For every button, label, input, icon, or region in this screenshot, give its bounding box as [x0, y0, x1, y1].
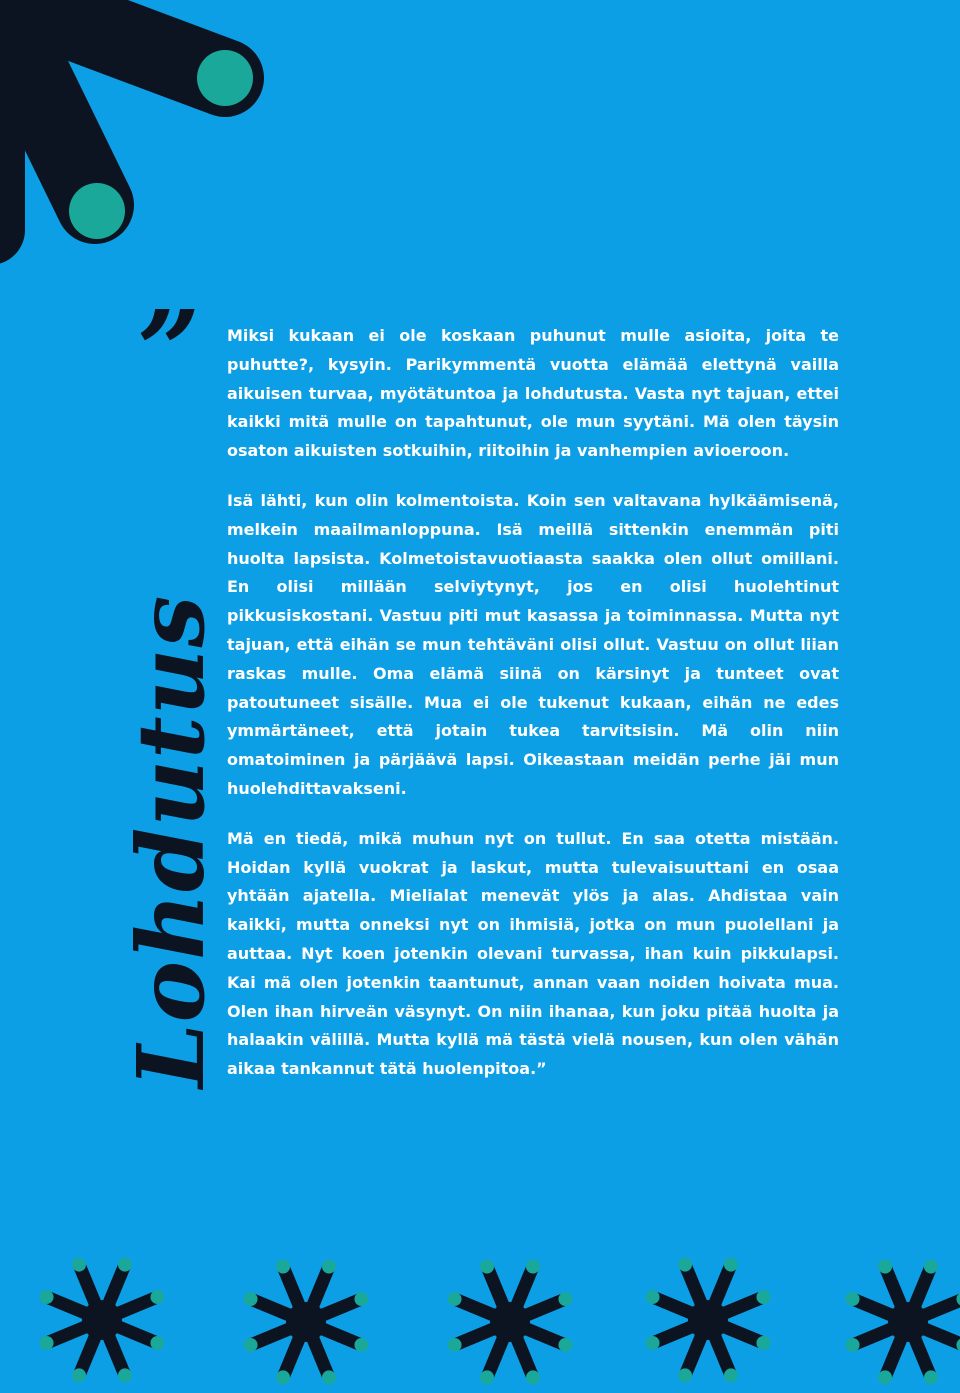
bottom-flowers: [40, 1258, 960, 1385]
paragraph-1: Miksi kukaan ei ole koskaan puhunut mulle asioita, joita te puhutte?, kysyin. Parikymmentä vuotta elämää elettynä vailla aikuisen turvaa, myötätuntoa ja lohdutusta. Vasta nyt tajuan, ettei kaikki mitä mulle on tapahtunut, ole mun syytäni. Mä olen täysin osaton aikuisten sotkuihin, riitoihin ja vanhempien avioeroon.: [227, 326, 839, 461]
story-text: [227, 322, 839, 1105]
large-flower-icon: [0, 0, 253, 239]
paragraph-3: Mä en tiedä, mikä muhun nyt on tullut. En saa otetta mistään. Hoidan kyllä vuokrat ja laskut, mutta tulevaisuuttani en osaa yhtään ajatella. Mielialat menevät ylös ja alas. Ahdistaa vain kaikki, mutta onneksi nyt on ihmisiä, jotka on mun puolellani ja auttaa. Nyt koen jotenkin olevani turvassa, ihan kuin pikkulapsi. Kai mä olen jotenkin taantunut, annan vaan noiden hoivata mua. Olen ihan hirveän väsynyt. On niin ihanaa, kun joku pitää huolta ja halaakin välillä. Mutta kyllä mä tästä vielä nousen, kun olen vähän aikaa tankannut tätä huolenpitoa.”: [227, 828, 839, 1079]
opening-quote-mark: ”: [137, 286, 201, 415]
flower-burst-icon: [40, 1258, 165, 1383]
flower-burst-icon: [846, 1260, 960, 1385]
page-title: Lohdutus: [117, 594, 225, 1088]
flower-burst-icon: [244, 1260, 369, 1385]
flower-burst-icon: [646, 1258, 771, 1383]
flower-burst-icon: [448, 1260, 573, 1385]
paragraph-2: Isä lähti, kun olin kolmentoista. Koin sen valtavana hylkäämisenä, melkein maailmanloppuna. Isä meillä sittenkin enemmän piti huolta lapsista. Kolmetoistavuotiaasta saakka olen ollut omillani. En olisi millään selviytynyt, jos en olisi huolehtinut pikkusiskostani. Vastuu piti mut kasassa ja toiminnassa. Mutta nyt tajuan, että eihän se mun tehtäväni olisi ollut. Vastuu on ollut liian raskas mulle. Oma elämä siinä on kärsinyt ja tunteet ovat patoutuneet sisälle. Mua ei ole tukenut kukaan, eihän ne edes ymmärtäneet, että jotain tukea tarvitsisin. Mä olin niin omatoiminen ja pärjäävä lapsi. Oikeastaan meidän perhe jäi mun huolehdittavakseni.: [227, 490, 839, 798]
